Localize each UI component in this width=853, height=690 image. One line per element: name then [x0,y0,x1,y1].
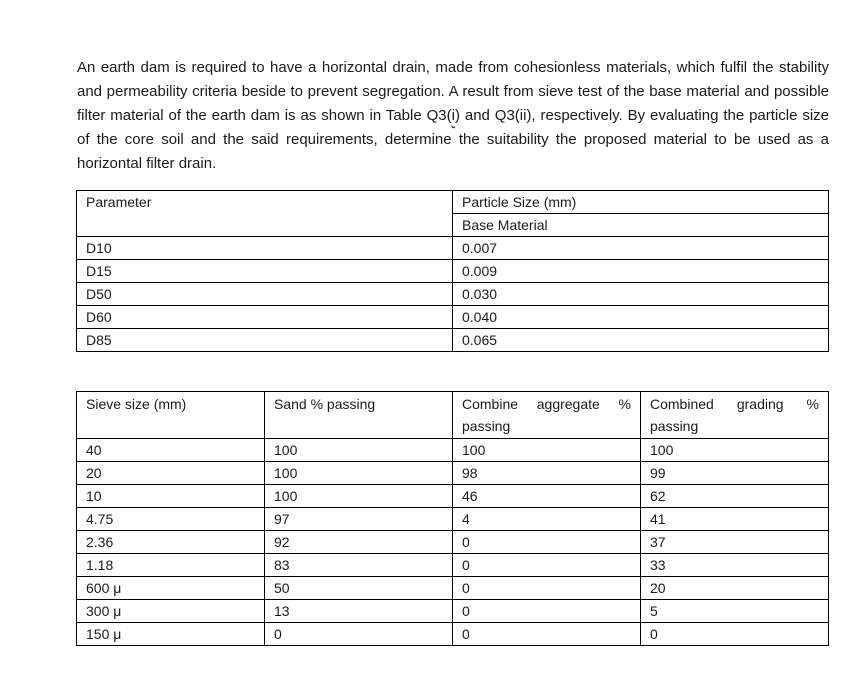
sand-cell: 100 [265,462,453,485]
header-word: aggregate [536,396,600,412]
combine-cell: 4 [453,508,641,531]
header-parameter: Parameter [77,191,453,237]
sand-cell: 92 [265,531,453,554]
sand-cell: 50 [265,577,453,600]
sieve-cell: 1.18 [77,554,265,577]
combine-cell: 0 [453,623,641,646]
table-row [77,485,829,508]
value-cell: 0.040 [453,306,829,329]
sand-cell: 100 [265,439,453,462]
base-material-table [76,190,829,352]
header-combined-grading [641,392,829,439]
table-row [77,531,829,554]
grading-cell: 99 [641,462,829,485]
sand-cell: 83 [265,554,453,577]
table-row [77,554,829,577]
header-base-material: Base Material [453,214,829,237]
header-word: % [618,396,631,412]
paragraph-text-after: ) and Q3(ii), respectively. By evaluating the particle size of the core soil and the said requirements, determine the suitability the proposed material to be used as a horizontal filter drain. [77,107,830,172]
question-paragraph [77,56,829,176]
sand-cell: 100 [265,485,453,508]
grading-cell: 62 [641,485,829,508]
combine-cell: 46 [453,485,641,508]
header-sieve-size: Sieve size (mm) [77,392,265,439]
header-word: Combined [650,396,714,412]
table-row [77,260,829,283]
table-row [77,623,829,646]
sieve-cell: 4.75 [77,508,265,531]
combine-cell: 0 [453,600,641,623]
sieve-cell: 150 μ [77,623,265,646]
value-cell: 0.065 [453,329,829,352]
header-word: grading [736,396,784,412]
table-row [77,283,829,306]
sieve-cell: 600 μ [77,577,265,600]
header-particle-size: Particle Size (mm) [453,191,829,214]
table-header-row [77,392,829,439]
combine-cell: 100 [453,439,641,462]
paragraph-text-before: An earth dam is required to have a horizontal drain, made from cohesionless materials, which fulfil the stability and permeability criteria beside to prevent segregation. A result from sieve test of the base material and possible filter material of the earth dam is as shown in Table Q3( [77,59,829,124]
sieve-analysis-table [76,391,829,646]
header-combine-aggregate [453,392,641,439]
header-word: % [806,396,819,412]
header-sand-passing: Sand % passing [265,392,453,439]
table-row [77,191,829,214]
sieve-cell: 300 μ [77,600,265,623]
table-row [77,508,829,531]
value-cell: 0.009 [453,260,829,283]
grading-cell: 0 [641,623,829,646]
param-cell: D10 [77,237,453,260]
sand-cell: 97 [265,508,453,531]
sieve-cell: 20 [77,462,265,485]
combine-cell: 0 [453,531,641,554]
param-cell: D60 [77,306,453,329]
combine-cell: 0 [453,554,641,577]
table-row [77,600,829,623]
value-cell: 0.030 [453,283,829,306]
table-row [77,306,829,329]
grading-cell: 37 [641,531,829,554]
param-cell: D85 [77,329,453,352]
table-row [77,439,829,462]
sieve-cell: 2.36 [77,531,265,554]
param-cell: D15 [77,260,453,283]
sieve-cell: 10 [77,485,265,508]
grading-cell: 20 [641,577,829,600]
grading-cell: 33 [641,554,829,577]
header-combine-line2: passing [462,418,511,434]
value-cell: 0.007 [453,237,829,260]
header-combine-line1 [462,393,631,415]
table-row [77,462,829,485]
param-cell: D50 [77,283,453,306]
spellcheck-flagged-text: i [451,107,455,124]
combine-cell: 0 [453,577,641,600]
header-grading-line1 [650,393,819,415]
grading-cell: 5 [641,600,829,623]
table-row [77,329,829,352]
header-word: Combine [462,396,519,412]
table-row [77,577,829,600]
combine-cell: 98 [453,462,641,485]
sand-cell: 13 [265,600,453,623]
header-grading-line2: passing [650,418,699,434]
table-row [77,237,829,260]
sieve-cell: 40 [77,439,265,462]
grading-cell: 100 [641,439,829,462]
grading-cell: 41 [641,508,829,531]
sand-cell: 0 [265,623,453,646]
